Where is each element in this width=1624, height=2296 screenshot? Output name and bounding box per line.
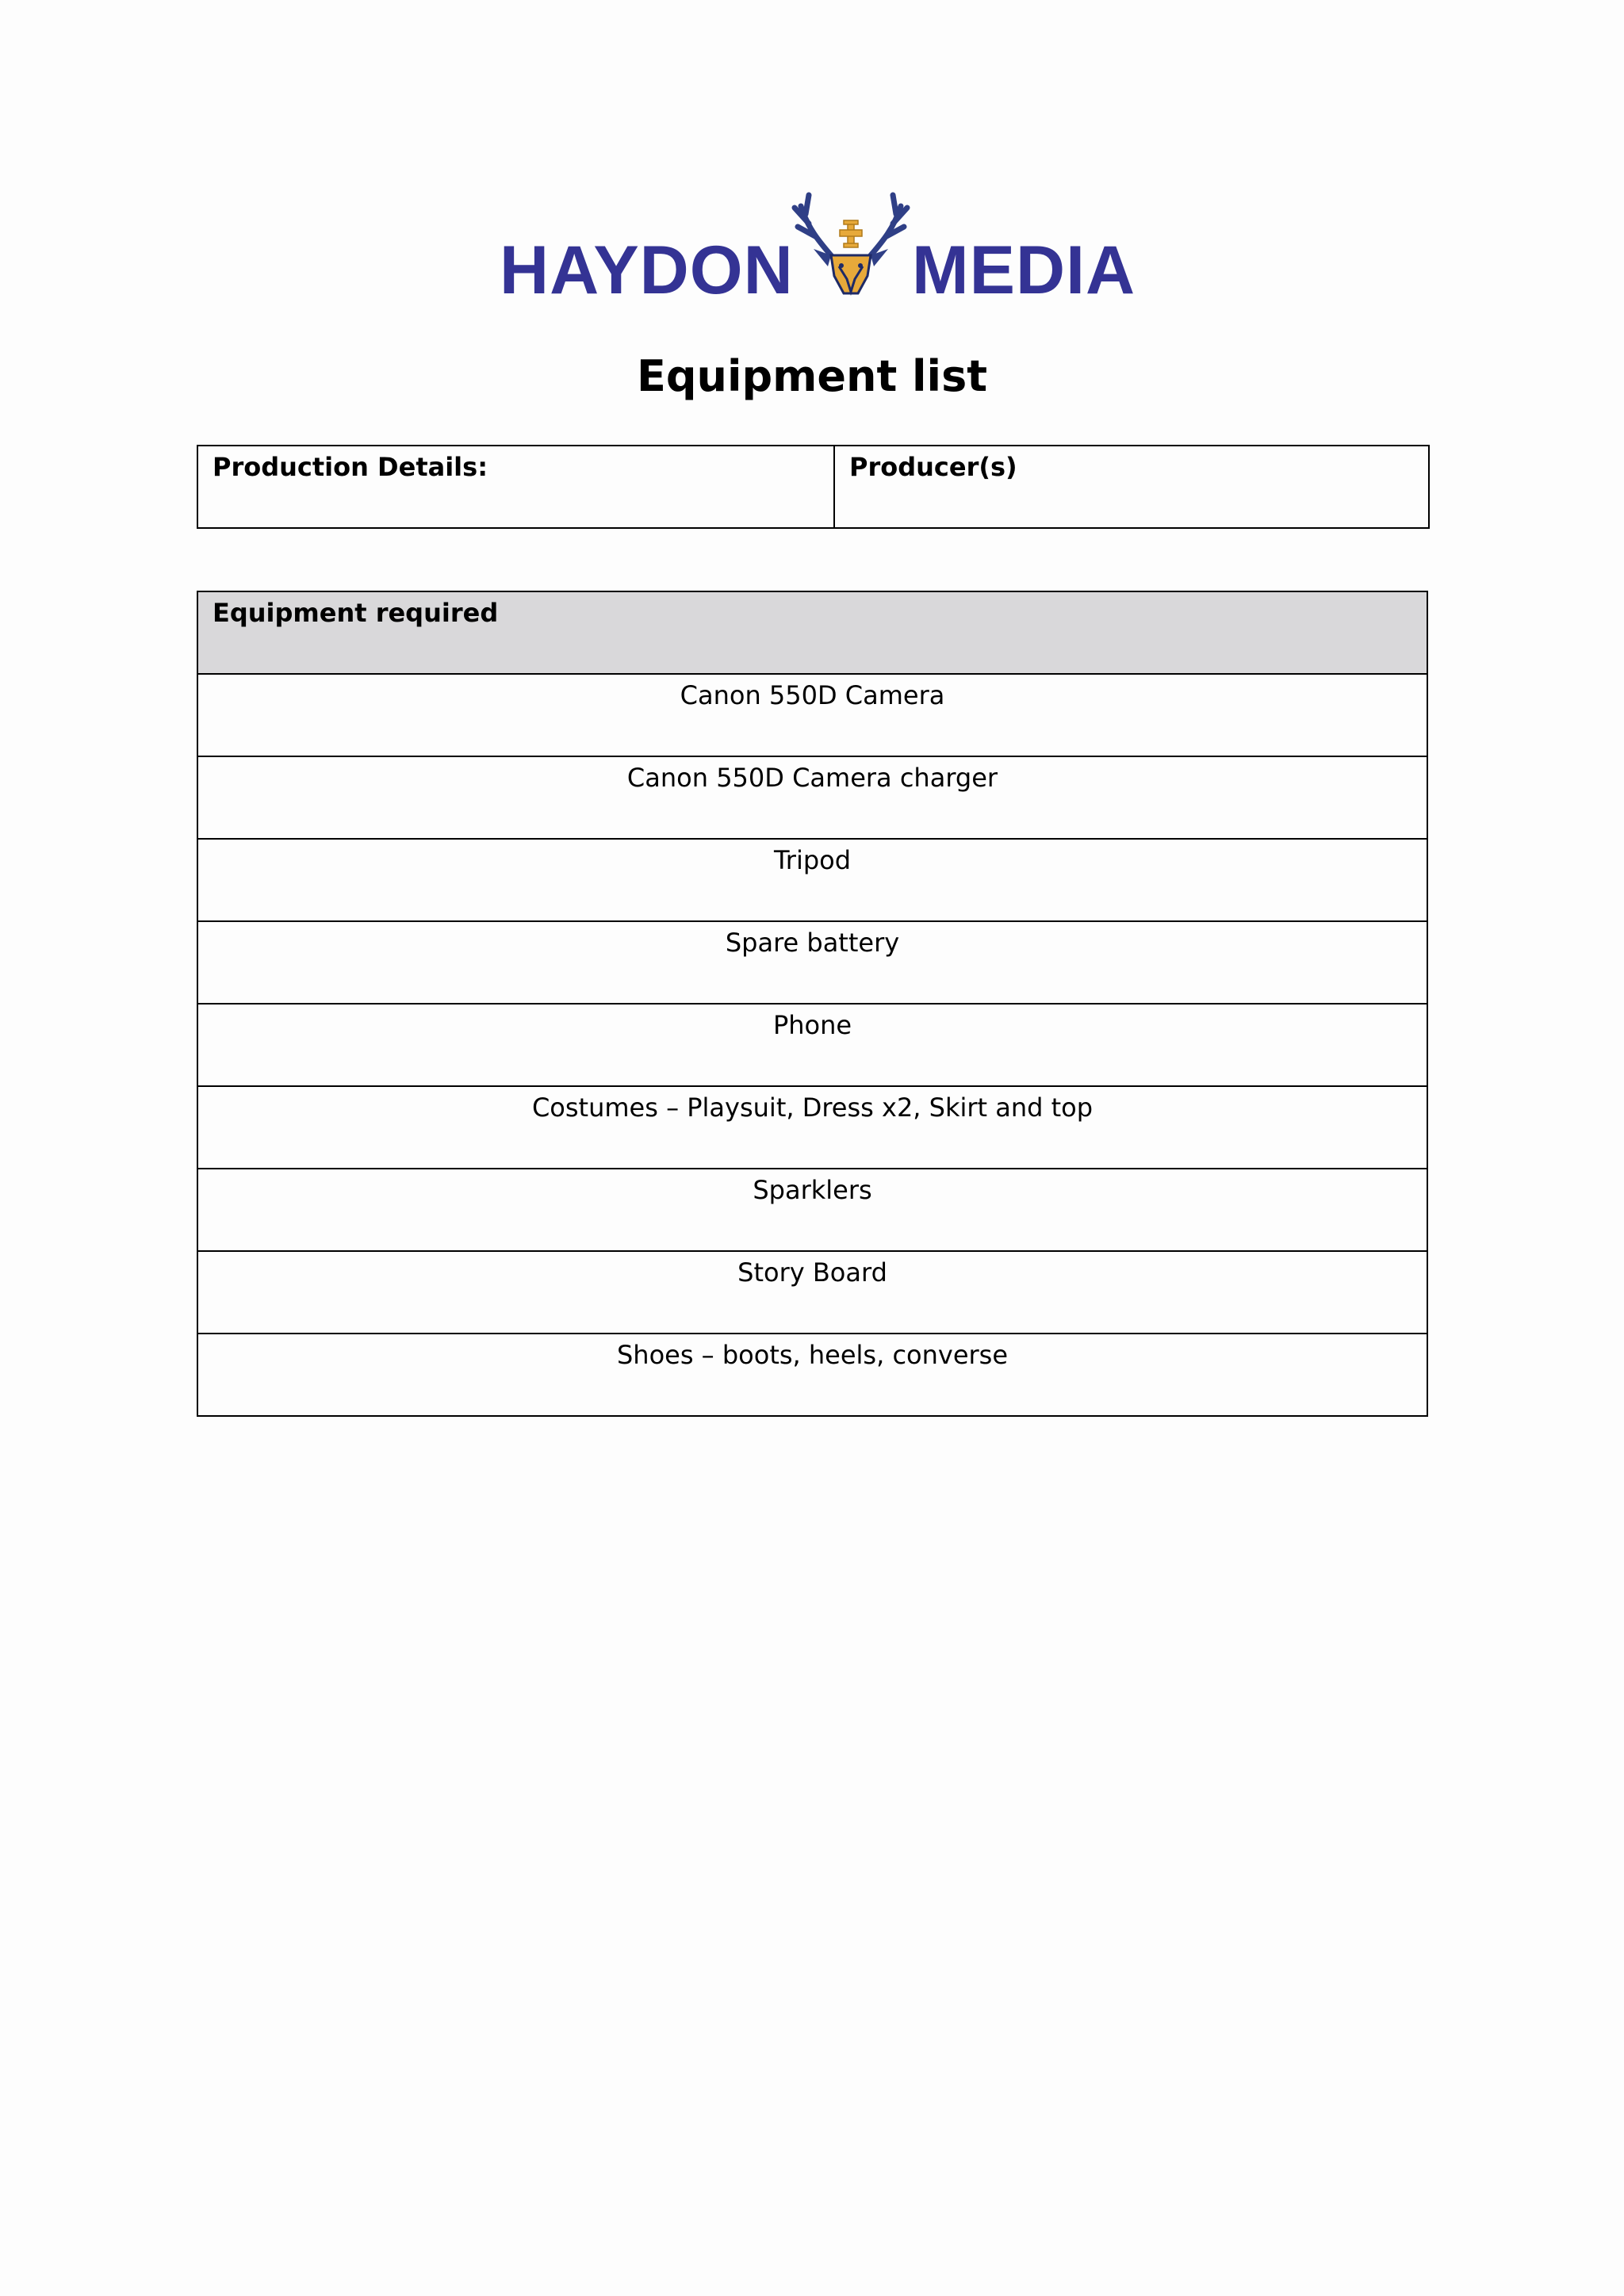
production-details-table bbox=[197, 445, 1430, 529]
table-row bbox=[197, 921, 1427, 1004]
equipment-header-row bbox=[197, 591, 1427, 674]
equipment-item: Canon 550D Camera charger bbox=[197, 756, 1427, 839]
production-details-cell: Production Details: bbox=[197, 446, 834, 528]
details-row bbox=[197, 446, 1429, 528]
page-title: Equipment list bbox=[636, 351, 988, 401]
table-row bbox=[197, 1169, 1427, 1251]
table-row bbox=[197, 1004, 1427, 1086]
haydon-media-logo bbox=[500, 190, 1136, 309]
stag-head-icon bbox=[791, 190, 910, 298]
table-row bbox=[197, 839, 1427, 921]
equipment-item: Tripod bbox=[197, 839, 1427, 921]
table-row bbox=[197, 756, 1427, 839]
equipment-item: Phone bbox=[197, 1004, 1427, 1086]
equipment-item: Spare battery bbox=[197, 921, 1427, 1004]
table-row bbox=[197, 1251, 1427, 1334]
equipment-item: Costumes – Playsuit, Dress x2, Skirt and top bbox=[197, 1086, 1427, 1169]
table-row bbox=[197, 1086, 1427, 1169]
equipment-item: Story Board bbox=[197, 1251, 1427, 1334]
logo-word-haydon: HAYDON bbox=[500, 232, 794, 308]
table-row bbox=[197, 674, 1427, 756]
equipment-item: Canon 550D Camera bbox=[197, 674, 1427, 756]
equipment-table bbox=[197, 591, 1428, 1417]
equipment-item: Sparklers bbox=[197, 1169, 1427, 1251]
equipment-header: Equipment required bbox=[197, 591, 1427, 674]
logo-word-media: MEDIA bbox=[912, 232, 1136, 308]
equipment-item: Shoes – boots, heels, converse bbox=[197, 1334, 1427, 1416]
producers-cell: Producer(s) bbox=[834, 446, 1429, 528]
table-row bbox=[197, 1334, 1427, 1416]
